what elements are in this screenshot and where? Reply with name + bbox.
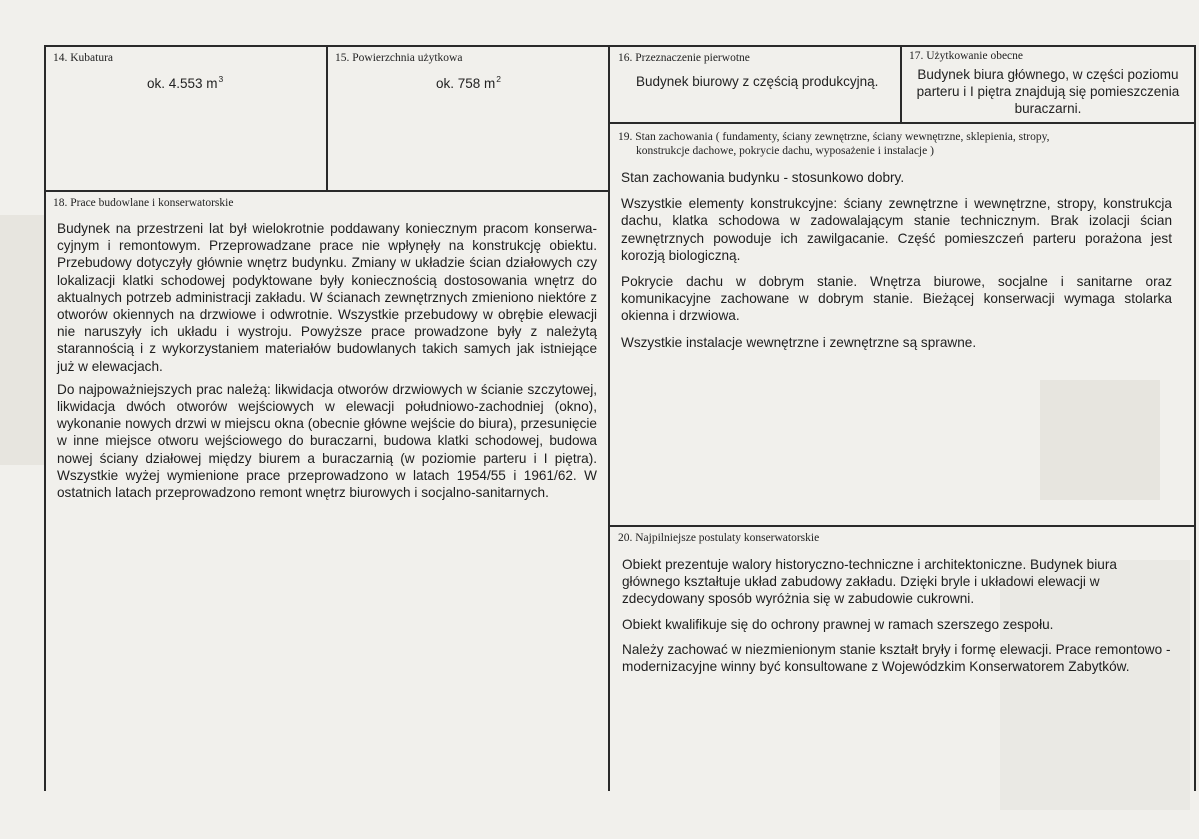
cell-18-paragraph: Budynek na przestrzeni lat był wielokrotnie poddawany koniecznym pracom konserwa-cyjnym i remontowym. Przeprowadzane prace nie wpłynęły na konstrukcję obiektu. Przebudowy dotyczyły głównie wnętrz budynku. Zmiany w układzie ścian działowych czy lokalizacji klatki schodowej podyktowane były koniecznością dostosowania wnętrz do aktualnych potrzeb administracji zakładu. W ścianach zewnętrznych zmieniono niektóre z otworów okiennych na drzwiowe i odwrotnie. Wszystkie przebudowy w obrębie elewacji nie naruszyły ich układu i wystroju. Powyższe prace prowadzone były z należytą starannością i z wykorzystaniem materiałów budowlanych takich samych jak istniejące już w elewacjach. [57, 221, 597, 374]
cell-14-value [147, 74, 223, 91]
grid-top-line [44, 45, 1196, 47]
grid-line-under-16-17 [610, 122, 1196, 124]
grid-right-border [1194, 45, 1196, 791]
cell-19-header-line-2: konstrukcje dachowe, pokrycie dachu, wyposażenie i instalacje ) [636, 145, 934, 157]
show-through-left [0, 215, 45, 465]
cell-18-header: 18. Prace budowlane i konserwatorskie [53, 197, 234, 209]
cell-17-header: 17. Użytkowanie obecne [909, 50, 1024, 62]
cell-20-header: 20. Najpilniejsze postulaty konserwatorskie [618, 532, 820, 544]
cell-18-body [57, 220, 597, 507]
cell-20-body [622, 556, 1174, 681]
grid-line-14-15 [326, 45, 328, 191]
cell-19-header-line-1: 19. Stan zachowania ( fundamenty, ściany zewnętrzne, ściany wewnętrzne, sklepienia, stropy, [618, 131, 1050, 143]
cell-19-paragraph: Pokrycie dachu w dobrym stanie. Wnętrza biurowe, socjalne i sanitarne oraz komunikacyjne zachowane w dobrym stanie. Bieżącej konserwacji wymaga stolarka okienna i drzwiowa. [621, 274, 1172, 324]
cell-20-paragraph: Obiekt kwalifikuje się do ochrony prawnej w ramach szerszego zespołu. [622, 616, 1054, 632]
cell-19-paragraph: Wszystkie instalacje wewnętrzne i zewnętrzne są sprawne. [621, 334, 977, 350]
cell-20-paragraph: Obiekt prezentuje walory historyczno-techniczne i architektoniczne. Budynek biura głównego kształtuje układ zabudowy zakładu. Dzięki bryle i układowi elewacji w zdecydowany sposób wyróżnia się w zabudowie cukrowni. [622, 557, 1117, 607]
cell-15-value-unit-exponent: 2 [496, 74, 502, 84]
cell-19-paragraph: Wszystkie elementy konstrukcyjne: ściany zewnętrzne i wewnętrzne, stropy, konstrukcja dachu, klatka schodowa w zadowalającym stanie technicznym. Brak izolacji ścian zewnętrznych powoduje ich zawilgacanie. Część pomieszczeń parteru porażona jest korozją biologiczną. [621, 196, 1172, 263]
cell-19-paragraph: Stan zachowania budynku - stosunkowo dobry. [621, 170, 905, 185]
grid-line-16-17 [900, 45, 902, 123]
cell-19-header [618, 130, 1188, 158]
show-through-right [1040, 380, 1160, 500]
cell-14-header: 14. Kubatura [53, 52, 114, 64]
cell-14-value-unit-exponent: 3 [218, 74, 224, 84]
cell-18-paragraph: Do najpoważniejszych prac należą: likwidacja otworów drzwiowych w ścianie szczytowej, likwidacja dwóch otworów wejściowych w elewacji południowo-zachodniej (okno), wykonanie nowych drzwi w miejscu okna (obecnie główne wejście do biura), przesunięcie w inne miejsce otworu wejściowego do buraczarni, budowa klatki schodowej, budowa nowej ściany działowej między biurem a buraczarnią (w poziomie parteru i I piętra). Wszystkie wyżej wymienione prace przeprowadzono w latach 1954/55 i 1961/62. W ostatnich latach przeprowadzono remont wnętrz biurowych i socjalno-sanitarnych. [57, 381, 597, 501]
cell-17-value: Budynek biura głównego, w części poziomu parteru i I piętra znajdują się pomieszczenia buraczarni. [916, 67, 1180, 116]
cell-15-header: 15. Powierzchnia użytkowa [335, 52, 463, 64]
grid-center-line [608, 45, 610, 791]
cell-16-value: Budynek biurowy z częścią produkcyjną. [636, 74, 879, 89]
cell-19-body [621, 169, 1172, 357]
grid-line-above-20 [610, 525, 1196, 527]
cell-14-value-text: ok. 4.553 m [147, 76, 218, 91]
cell-20-paragraph: Należy zachować w niezmienionym stanie kształt bryły i formę elewacji. Prace remontowo - modernizacyjne winny być konsultowane z Wojewódzkim Konserwatorem Zabytków. [622, 641, 1171, 675]
cell-15-value [436, 74, 501, 91]
cell-15-value-text: ok. 758 m [436, 76, 496, 91]
grid-left-border [44, 45, 46, 791]
cell-16-header: 16. Przeznaczenie pierwotne [618, 52, 750, 64]
